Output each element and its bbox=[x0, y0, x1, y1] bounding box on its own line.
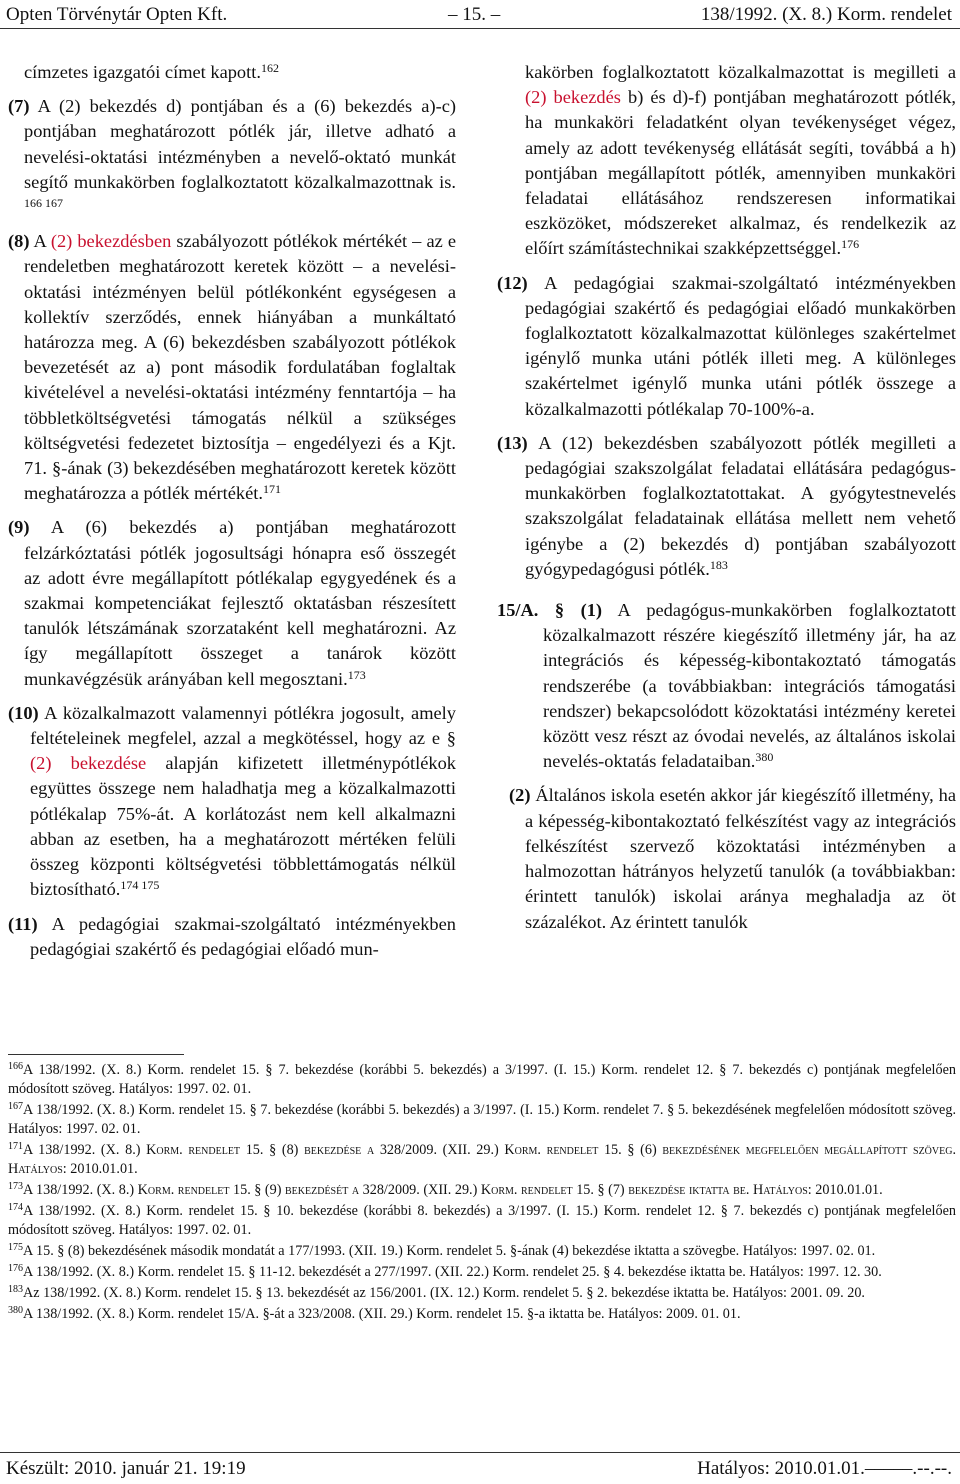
paragraph-intro: címzetes igazgatói címet kapott.$^{162}$ bbox=[24, 61, 279, 82]
footnote-ref[interactable]: 173 bbox=[347, 667, 366, 682]
cross-reference-link[interactable]: (2) bekezdésben bbox=[50, 231, 172, 252]
footnote: $^{173}$A 138/1992. (X. 8.) Korm. rendelet 15. § (9) bekezdését a 328/2009. (XII. 29.) Korm. rendelet 15. § (7) bekezdése iktatta be. Hatályos: 2010.01.01. bbox=[8, 1181, 883, 1198]
paragraph-7: (7) A (2) bekezdés d) pontjában és a (6) bekezdés a)-c) pontjában meghatározott pótlék jár, illetve adható a nevelési-oktatási intézményben a nevelő-oktató munkát segítő munkakörben foglalkoztatott közalkalmazottnak is. $^{166 167}$ bbox=[8, 96, 456, 211]
paragraph-8: (8) A (2) bekezdésben szabályozott pótlékok mértékét – az e rendeletben meghatározott keretek között – a nevelési-oktatási intézményen belül pótlékonként egységesen a kollektív szerződés, ennek hiányában a munkáltató határozza meg. A (6) bekezdésben szabályozott pótlékok bevezetését az a) pont második fordulatában foglaltak kivételével a nevelési-oktatási intézmény fenntartója – ha többletköltségvetési támogatás nélkül a szükséges költségvetési fedezetet biztosítja – engedélyezi és a Kjt. 71. §-ának (3) bekezdésében meghatározott keretek között meghatározza a pótlék mértékét.$^{171}$ bbox=[8, 231, 456, 504]
footnotes bbox=[8, 1061, 956, 1326]
page-header bbox=[0, 0, 960, 30]
footer-created: Készült: 2010. január 21. 19:19 bbox=[6, 1458, 246, 1479]
footnote: $^{171}$A 138/1992. (X. 8.) Korm. rendelet 15. § (8) bekezdése a 328/2009. (XII. 29.) Korm. rendelet 15. § (6) bekezdésének megfelelően megállapított szöveg. Hatályos: 2010.01.01. bbox=[8, 1141, 956, 1177]
footnote-ref[interactable]: 183 bbox=[709, 557, 728, 572]
header-page-number: – 15. – bbox=[448, 4, 501, 25]
footnote-ref[interactable]: 174 175 bbox=[120, 878, 160, 893]
footnote: $^{380}$A 138/1992. (X. 8.) Korm. rendelet 15/A. §-át a 323/2008. (XII. 29.) Korm. rendelet 15. §-a iktatta be. Hatályos: 2009. 01. 01. bbox=[8, 1305, 741, 1322]
page-footer bbox=[0, 1456, 960, 1482]
header-divider bbox=[0, 28, 960, 29]
footnote-ref[interactable]: 380 bbox=[755, 750, 774, 765]
header-regulation-title: 138/1992. (X. 8.) Korm. rendelet bbox=[700, 4, 952, 25]
section-15a-paragraph-2: (2) Általános iskola esetén akkor jár kiegészítő illetmény, ha a képesség-kibontakoztató felkészítést vagy az integrációs felkészítést szervező közoktatási intézményben a halmozottan hátrányos helyzetű tanulók (a továbbiakban: érintett tanulók) iskolai aránya meghaladja az öt százalékot. Az érintett tanulók bbox=[509, 785, 956, 932]
header-publisher: Opten Törvénytár Opten Kft. bbox=[6, 4, 228, 25]
right-column bbox=[497, 60, 956, 944]
paragraph-10: (10) A közalkalmazott valamennyi pótlékra jogosult, amely feltételeinek megfelel, azzal a megkötéssel, hogy az e § (2) bekezdése alapján kifizetett illetménypótlékok együttes összege nem haladhatja meg a közalkalmazotti pótlékalap 75%-át. A korlátozást nem kell alkalmazni abban az esetben, ha a meghatározott mértéken felüli összeg központi költségvetési többlettámogatás nélkül biztosítható.$^{174 175}$ bbox=[8, 702, 456, 900]
section-15a-paragraph-1: 15/A. § (1) A pedagógus-munkakörben foglalkoztatott közalkalmazott részére kiegészítő illetmény jár, ha az integrációs és képesség-kibontakoztató támogatás rendszerébe (a továbbiakban: integrációs támogatási rendszer) bekapcsolódott közoktatási intézmény keretei között vesz részt az óvodai nevelés, az általános iskolai nevelés-oktatás feladataiban.$^{380}$ bbox=[497, 600, 956, 772]
footnote-ref[interactable]: 176 bbox=[841, 237, 860, 252]
footnote: $^{166}$A 138/1992. (X. 8.) Korm. rendelet 15. § 7. bekezdése (korábbi 5. bekezdés) a 3/1997. (I. 15.) Korm. rendelet 12. § 7. bekezdés c) pontjának megfelelően módosított szöveg. Hatályos: 1997. 02. 01. bbox=[8, 1061, 956, 1097]
left-column bbox=[8, 60, 456, 971]
paragraph-11: (11) A pedagógiai szakmai-szolgáltató intézményekben pedagógiai szakértő és pedagógiai előadó mun- bbox=[8, 913, 456, 959]
footer-effective: Hatályos: 2010.01.01.–––––.--.--. bbox=[697, 1458, 952, 1479]
paragraph-12: (12) A pedagógiai szakmai-szolgáltató intézményekben pedagógiai szakértő és pedagógiai előadó munkakörben foglalkoztatott közalkalmazottat különleges szakértelmet igénylő munka utáni pótlék illeti meg. A különleges szakértelmet igénylő munka utáni pótlék összege a közalkalmazotti pótlékalap 70-100%-a. bbox=[497, 272, 956, 419]
footnote: $^{175}$A 15. § (8) bekezdésének második mondatát a 177/1993. (XII. 19.) Korm. rendelet 5. §-ának (4) bekezdése iktatta a szövegbe. Hatályos: 1997. 02. 01. bbox=[8, 1242, 876, 1259]
footnote: $^{176}$A 138/1992. (X. 8.) Korm. rendelet 15. § 11-12. bekezdését a 277/1997. (XII. 22.) Korm. rendelet 25. § 4. bekezdése iktatta be. Hatályos: 1997. 12. 30. bbox=[8, 1263, 882, 1280]
footnote: $^{183}$Az 138/1992. (X. 8.) Korm. rendelet 15. § 13. bekezdését az 156/2001. (IX. 12.) Korm. rendelet 5. § 2. bekezdése iktatta be. Hatályos: 2001. 09. 20. bbox=[8, 1284, 865, 1301]
footnote: $^{174}$A 138/1992. (X. 8.) Korm. rendelet 15. § 10. bekezdése (korábbi 8. bekezdés) a 3/1997. (I. 15.) Korm. rendelet 12. § 7. bekezdés c) pontjának megfelelően módosított szöveg. Hatályos: 1997. 02. 01. bbox=[8, 1202, 956, 1238]
paragraph-9: (9) A (6) bekezdés a) pontjában meghatározott felzárkóztatási pótlék jogosultsági hónapra eső összegét az adott évre megállapított pótlékalap egygyedének és a szakmai kompetenciákat fejlesztő oktatásban részesített tanulók létszámának szorzataként kell meghatározni. Az így megállapított összeget a tanárok között munkavégzésük arányában kell megosztani.$^{173}$ bbox=[8, 517, 456, 689]
cross-reference-link[interactable]: (2) bekezdés bbox=[525, 87, 621, 108]
section-heading: 15/A. § bbox=[497, 600, 565, 621]
footnote: $^{167}$A 138/1992. (X. 8.) Korm. rendelet 15. § 7. bekezdése (korábbi 5. bekezdés) a 3/1997. (I. 15.) Korm. rendelet 7. § 5. bekezdésének megfelelően módosított szöveg. Hatályos: 1997. 02. 01. bbox=[8, 1101, 956, 1137]
paragraph-13: (13) A (12) bekezdésben szabályozott pótlék megilleti a pedagógiai szakszolgálat feladatai ellátására pedagógus-munkakörben foglalkoztatottakat. A gyógytestnevelés szakszolgálat feladatainak ellátása mellett nem vehető igénybe a (2) bekezdés d) pontjában szabályozott gyógypedagógusi pótlék.$^{183}$ bbox=[497, 432, 956, 579]
footer-divider bbox=[0, 1452, 960, 1453]
footnote-divider bbox=[8, 1054, 184, 1055]
footnote-ref[interactable]: 171 bbox=[262, 482, 281, 497]
footnote-ref[interactable]: 166 167 bbox=[24, 196, 63, 211]
footnote-ref[interactable]: 162 bbox=[260, 61, 279, 75]
cross-reference-link[interactable]: (2) bekezdése bbox=[30, 753, 147, 774]
paragraph-11-continued: kakörben foglalkoztatott közalkalmazottat is megilleti a (2) bekezdés b) és d)-f) pontjában meghatározott pótlék, ha munkaköri feladatként olyan tevékenységet végez, amely az adott tevékenység ellátását segíti, továbbá a h) pontjában megállapított pótlék, amennyiben munkaköri feladatai ellátásához rendszeresen informatikai eszközöket, módszereket alkalmaz, és rendelkezik az előírt számítástechnikai szakképzettséggel.$^{176}$ bbox=[525, 62, 956, 259]
